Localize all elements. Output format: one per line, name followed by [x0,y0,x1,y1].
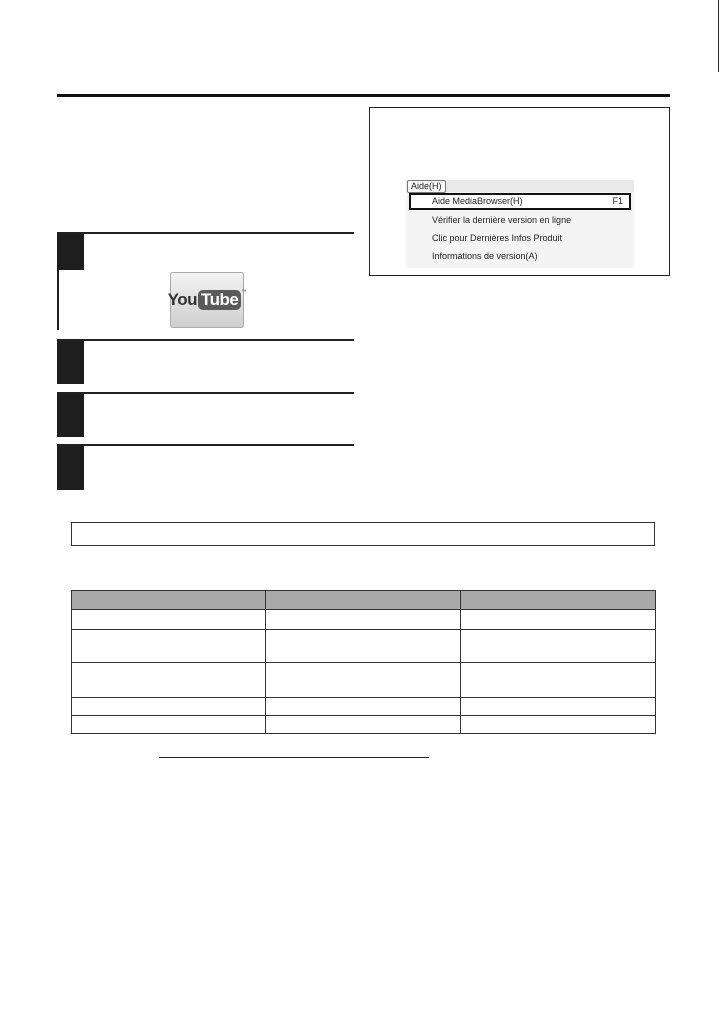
menu-item-mediabrowser-help[interactable]: Aide MediaBrowser(H) F1 [409,193,631,210]
table-row [72,698,656,716]
table-cell [461,663,656,698]
menu-item-version-info[interactable]: Informations de version(A) [432,251,538,261]
table-cell [72,663,266,698]
menu-item-latest-product-info[interactable]: Clic pour Dernières Infos Produit [432,233,563,243]
step-3 [57,392,354,437]
table-cell [266,630,461,663]
step-1-number-block [57,234,84,270]
table-row [72,630,656,663]
table-cell [72,610,266,630]
page-edge-rule [718,0,719,72]
link-underline[interactable] [159,757,429,758]
table-header-row [72,591,656,610]
table-cell [266,610,461,630]
menu-bar [406,180,634,192]
youtube-logo: You Tube ™ [170,272,244,328]
table-cell [461,630,656,663]
note-box [71,522,655,546]
table-header-cell [266,591,461,610]
table-cell [72,716,266,734]
table-row [72,663,656,698]
step-2-number-block [57,341,84,384]
table-row [72,610,656,630]
step-2 [57,339,354,384]
table-row [72,716,656,734]
section-header-rule [57,94,670,97]
menu-item-check-latest-version[interactable]: Vérifier la dernière version en ligne [432,215,572,225]
table-cell [461,698,656,716]
step-3-number-block [57,394,84,437]
step-4-number-block [57,446,84,490]
table-header-cell [461,591,656,610]
table-cell [72,630,266,663]
table-cell [461,716,656,734]
table-header-cell [72,591,266,610]
menu-screenshot-frame [369,107,670,276]
help-menu-panel [406,180,634,268]
help-menu-title[interactable]: Aide(H) [407,180,446,193]
step-1-side-line [57,270,59,330]
table-cell [461,610,656,630]
spec-table [71,590,656,734]
table-cell [266,663,461,698]
table-cell [72,698,266,716]
table-cell [266,698,461,716]
menu-shortcut-f1: F1 [612,196,623,206]
step-4 [57,444,354,490]
table-cell [266,716,461,734]
